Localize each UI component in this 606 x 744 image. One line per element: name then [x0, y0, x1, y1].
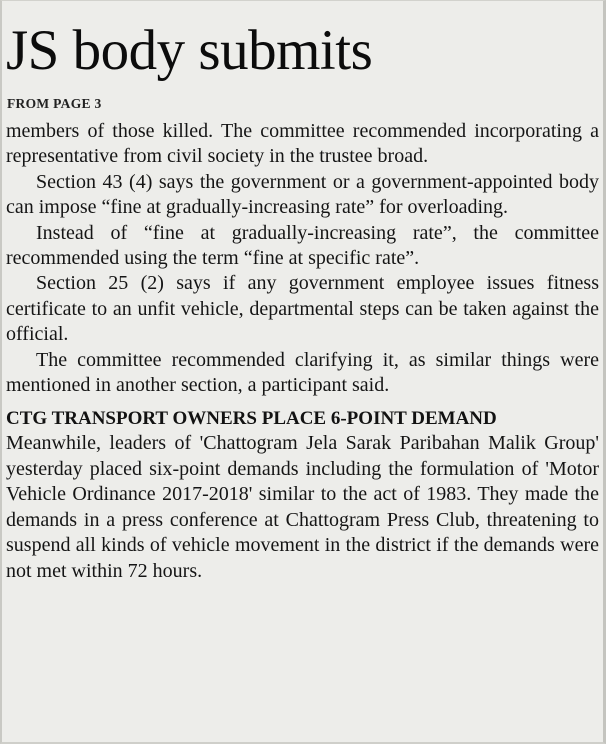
paragraph-continuation: members of those killed. The committee recommended incorporating a representative from civil society in the trustee broad.	[6, 120, 599, 168]
paragraph-section-43: Section 43 (4) says the government or a government-appointed body can impose “fine at gradually-increasing rate” for overloading.	[6, 170, 599, 219]
paragraph-clarifying: The committee recommended clarifying it, as similar things were mentioned in another section, a participant said.	[6, 348, 599, 397]
headline: JS body submits	[6, 19, 373, 82]
paragraph-section-25: Section 25 (2) says if any government employee issues fitness certificate to an unfit vehicle, departmental steps can be taken against the official.	[6, 272, 599, 346]
paragraph-specific-rate: Instead of “fine at gradually-increasing rate”, the committee recommended using the term “fine at specific rate”.	[6, 221, 599, 270]
subhead: CTG TRANSPORT OWNERS PLACE 6-POINT DEMAND	[6, 408, 497, 430]
jump-line: FROM PAGE 3	[7, 96, 102, 111]
article-body	[6, 119, 599, 584]
paragraph-demands: Meanwhile, leaders of 'Chattogram Jela Sarak Paribahan Malik Group' yesterday placed six-point demands including the formulation of 'Motor Vehicle Ordinance 2017-2018' similar to the act of 1983. They made the demands in a press conference at Chattogram Press Club, threatening to suspend all kinds of vehicle movement in the district if the demands were not met within 72 hours.	[6, 432, 599, 582]
